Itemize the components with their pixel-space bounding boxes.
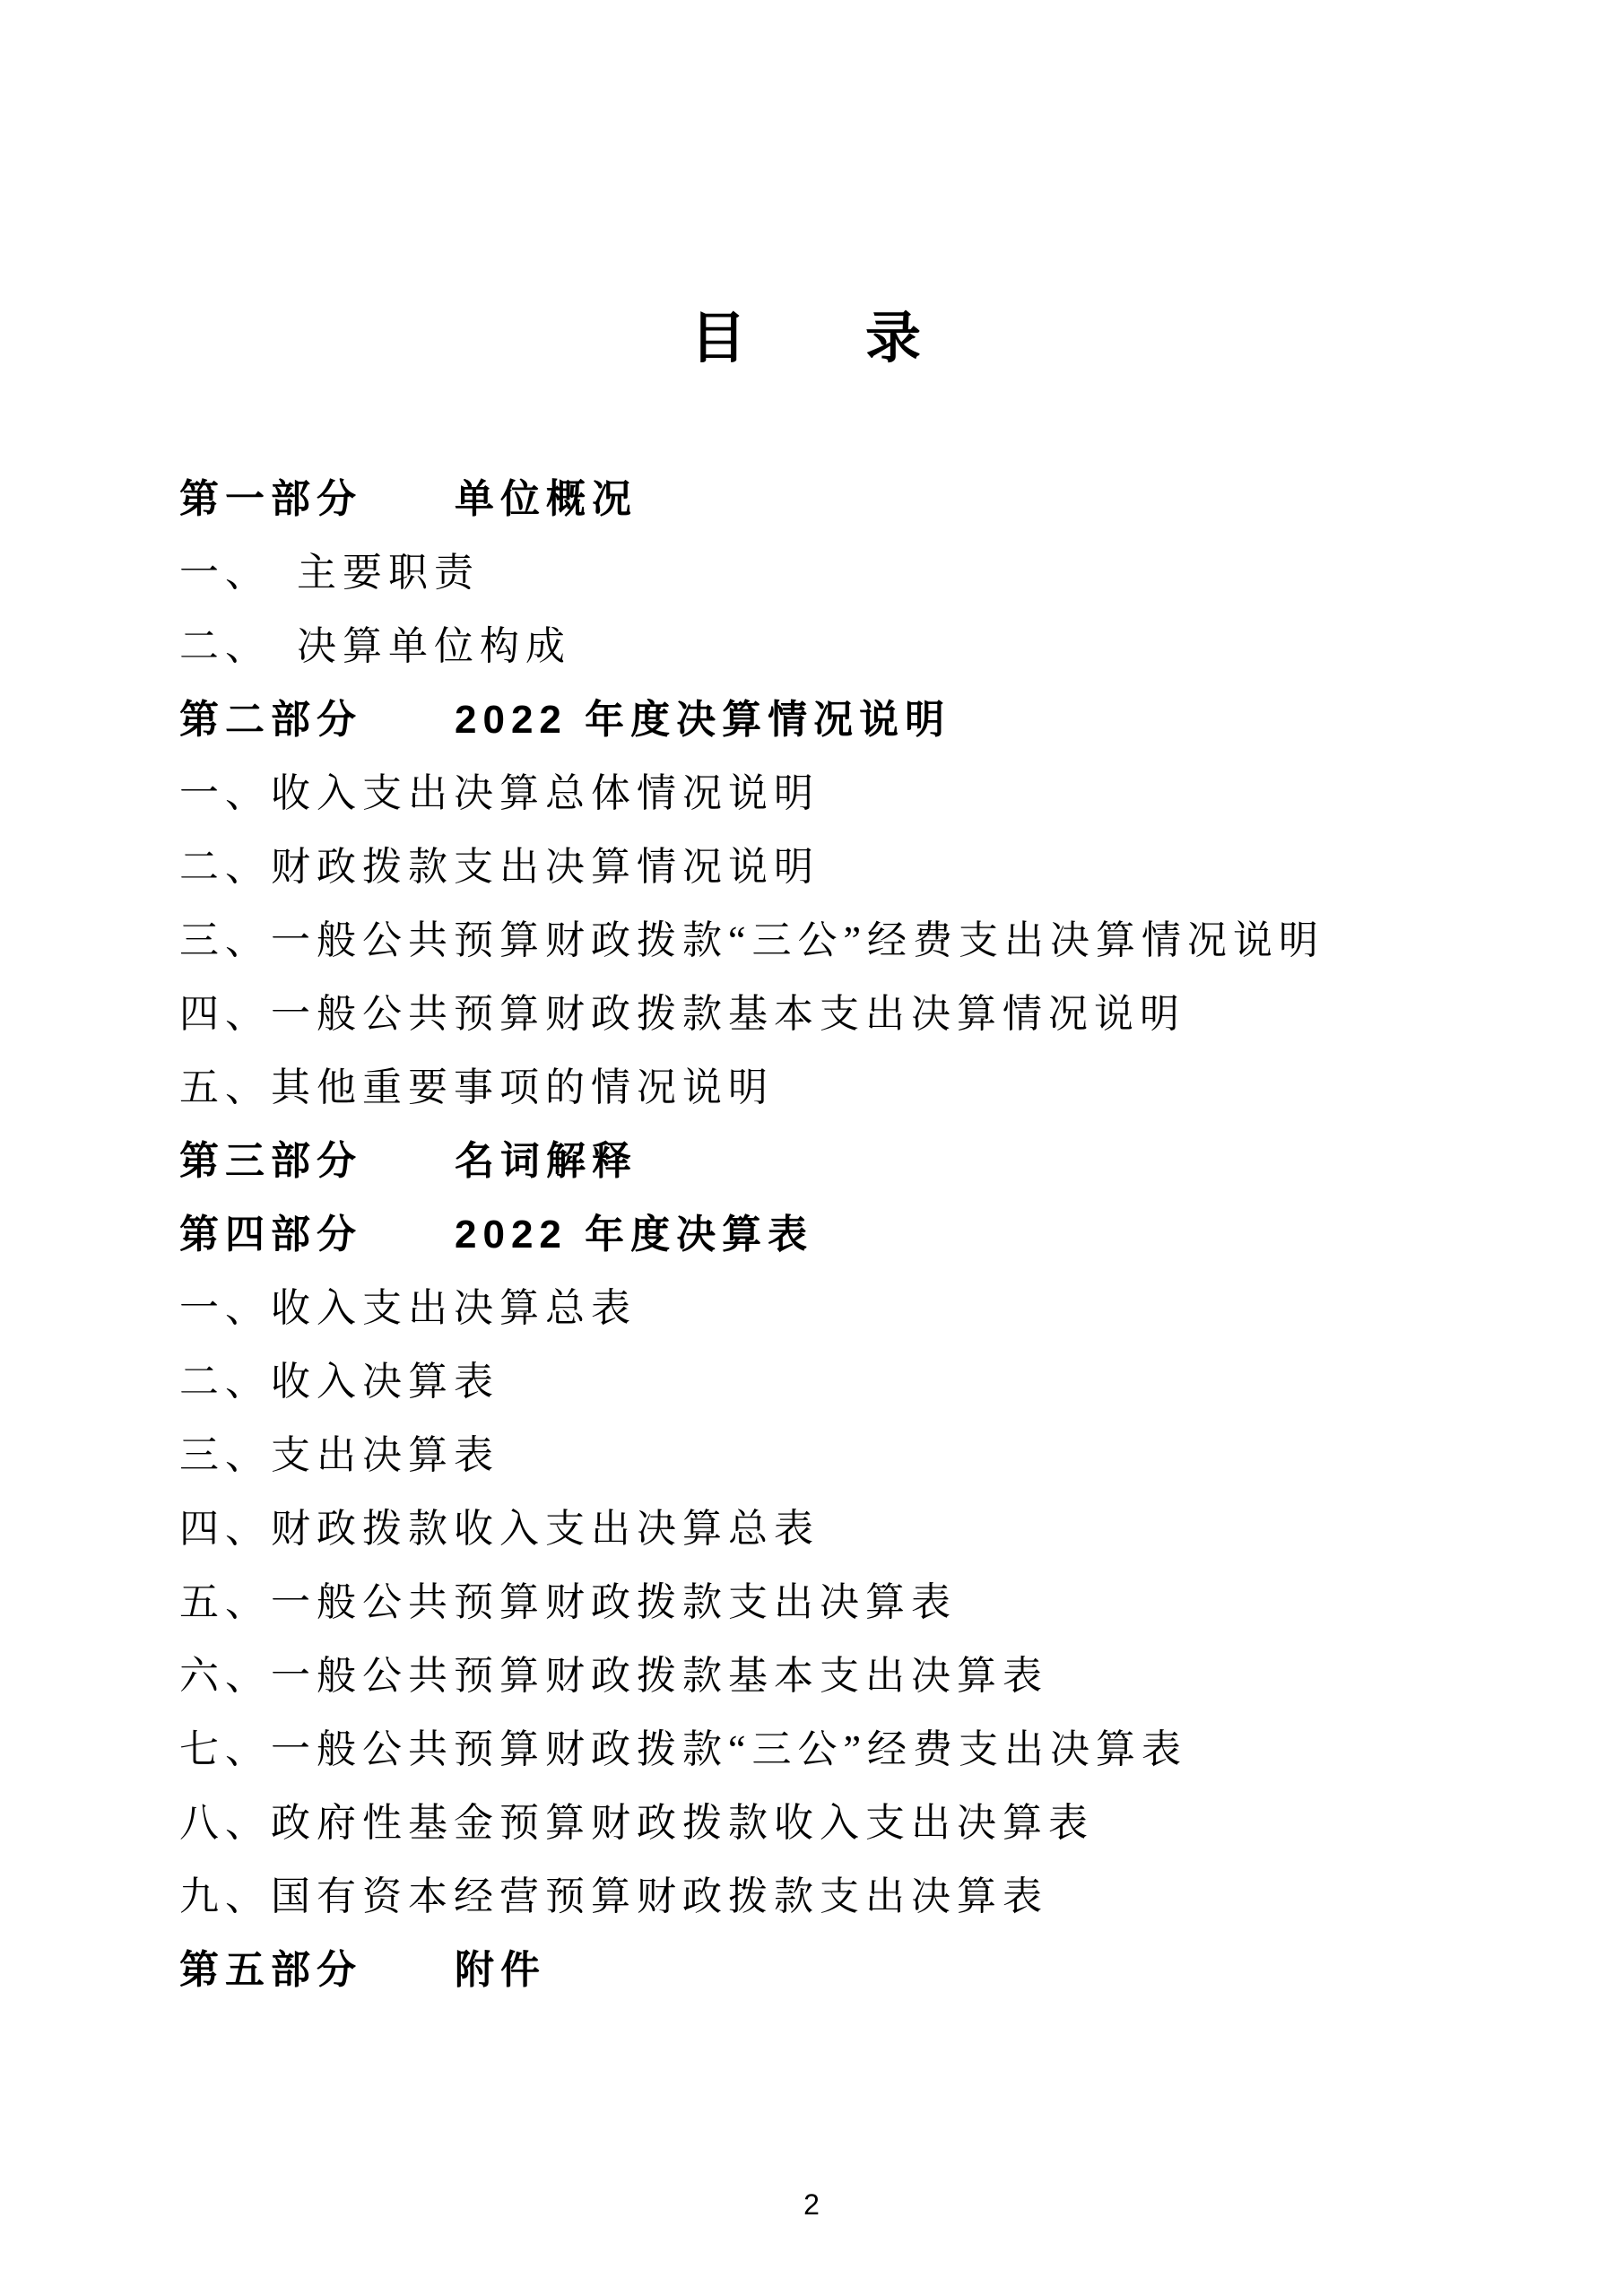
toc-section-heading	[179, 683, 1533, 757]
toc-item: 八、政府性基金预算财政拨款收入支出决算表	[179, 1801, 1094, 1845]
toc-section-heading	[179, 1198, 1533, 1272]
toc-item: 二、 决算单位构成	[179, 624, 571, 668]
toc-section-number: 第五部分	[179, 1948, 362, 1992]
toc-item: 四、一般公共预算财政拨款基本支出决算情况说明	[179, 992, 1185, 1036]
toc-section-heading	[179, 1934, 1533, 2007]
toc-item: 二、收入决算表	[179, 1360, 499, 1404]
toc-item: 一、 主要职责	[179, 551, 480, 595]
toc-section-number: 第四部分	[179, 1213, 362, 1257]
toc-section-title: 2022 年度决算表	[455, 1213, 814, 1257]
toc-section-heading	[179, 463, 1533, 536]
toc-item: 七、一般公共预算财政拨款“三公”经费支出决算表	[179, 1727, 1188, 1771]
toc-item: 九、国有资本经营预算财政拨款支出决算表	[179, 1874, 1048, 1918]
toc-item: 五、其他重要事项的情况说明	[179, 1065, 774, 1109]
toc-item: 一、收入支出决算总表	[179, 1286, 637, 1330]
table-of-contents	[179, 463, 1533, 2007]
toc-item: 五、一般公共预算财政拨款支出决算表	[179, 1580, 957, 1624]
toc-item: 三、支出决算表	[179, 1433, 499, 1477]
toc-item: 一、收入支出决算总体情况说明	[179, 771, 820, 815]
toc-section-title: 名词解释	[455, 1139, 638, 1183]
toc-section-number: 第一部分	[179, 477, 362, 521]
toc-section-title: 2022 年度决算情况说明	[455, 698, 951, 742]
toc-section-number: 第三部分	[179, 1139, 362, 1183]
toc-item: 四、财政拨款收入支出决算总表	[179, 1507, 820, 1551]
toc-item: 六、一般公共预算财政拨款基本支出决算表	[179, 1654, 1048, 1698]
toc-item: 三、一般公共预算财政拨款“三公”经费支出决算情况说明	[179, 918, 1325, 962]
toc-section-heading	[179, 1125, 1533, 1198]
page-title: 目 录	[690, 309, 924, 370]
toc-section-number: 第二部分	[179, 698, 362, 742]
toc-section-title: 单位概况	[455, 477, 638, 521]
toc-item: 二、财政拨款支出决算情况说明	[179, 845, 820, 889]
page-number: 2	[803, 2188, 820, 2221]
toc-section-title: 附件	[455, 1948, 546, 1992]
